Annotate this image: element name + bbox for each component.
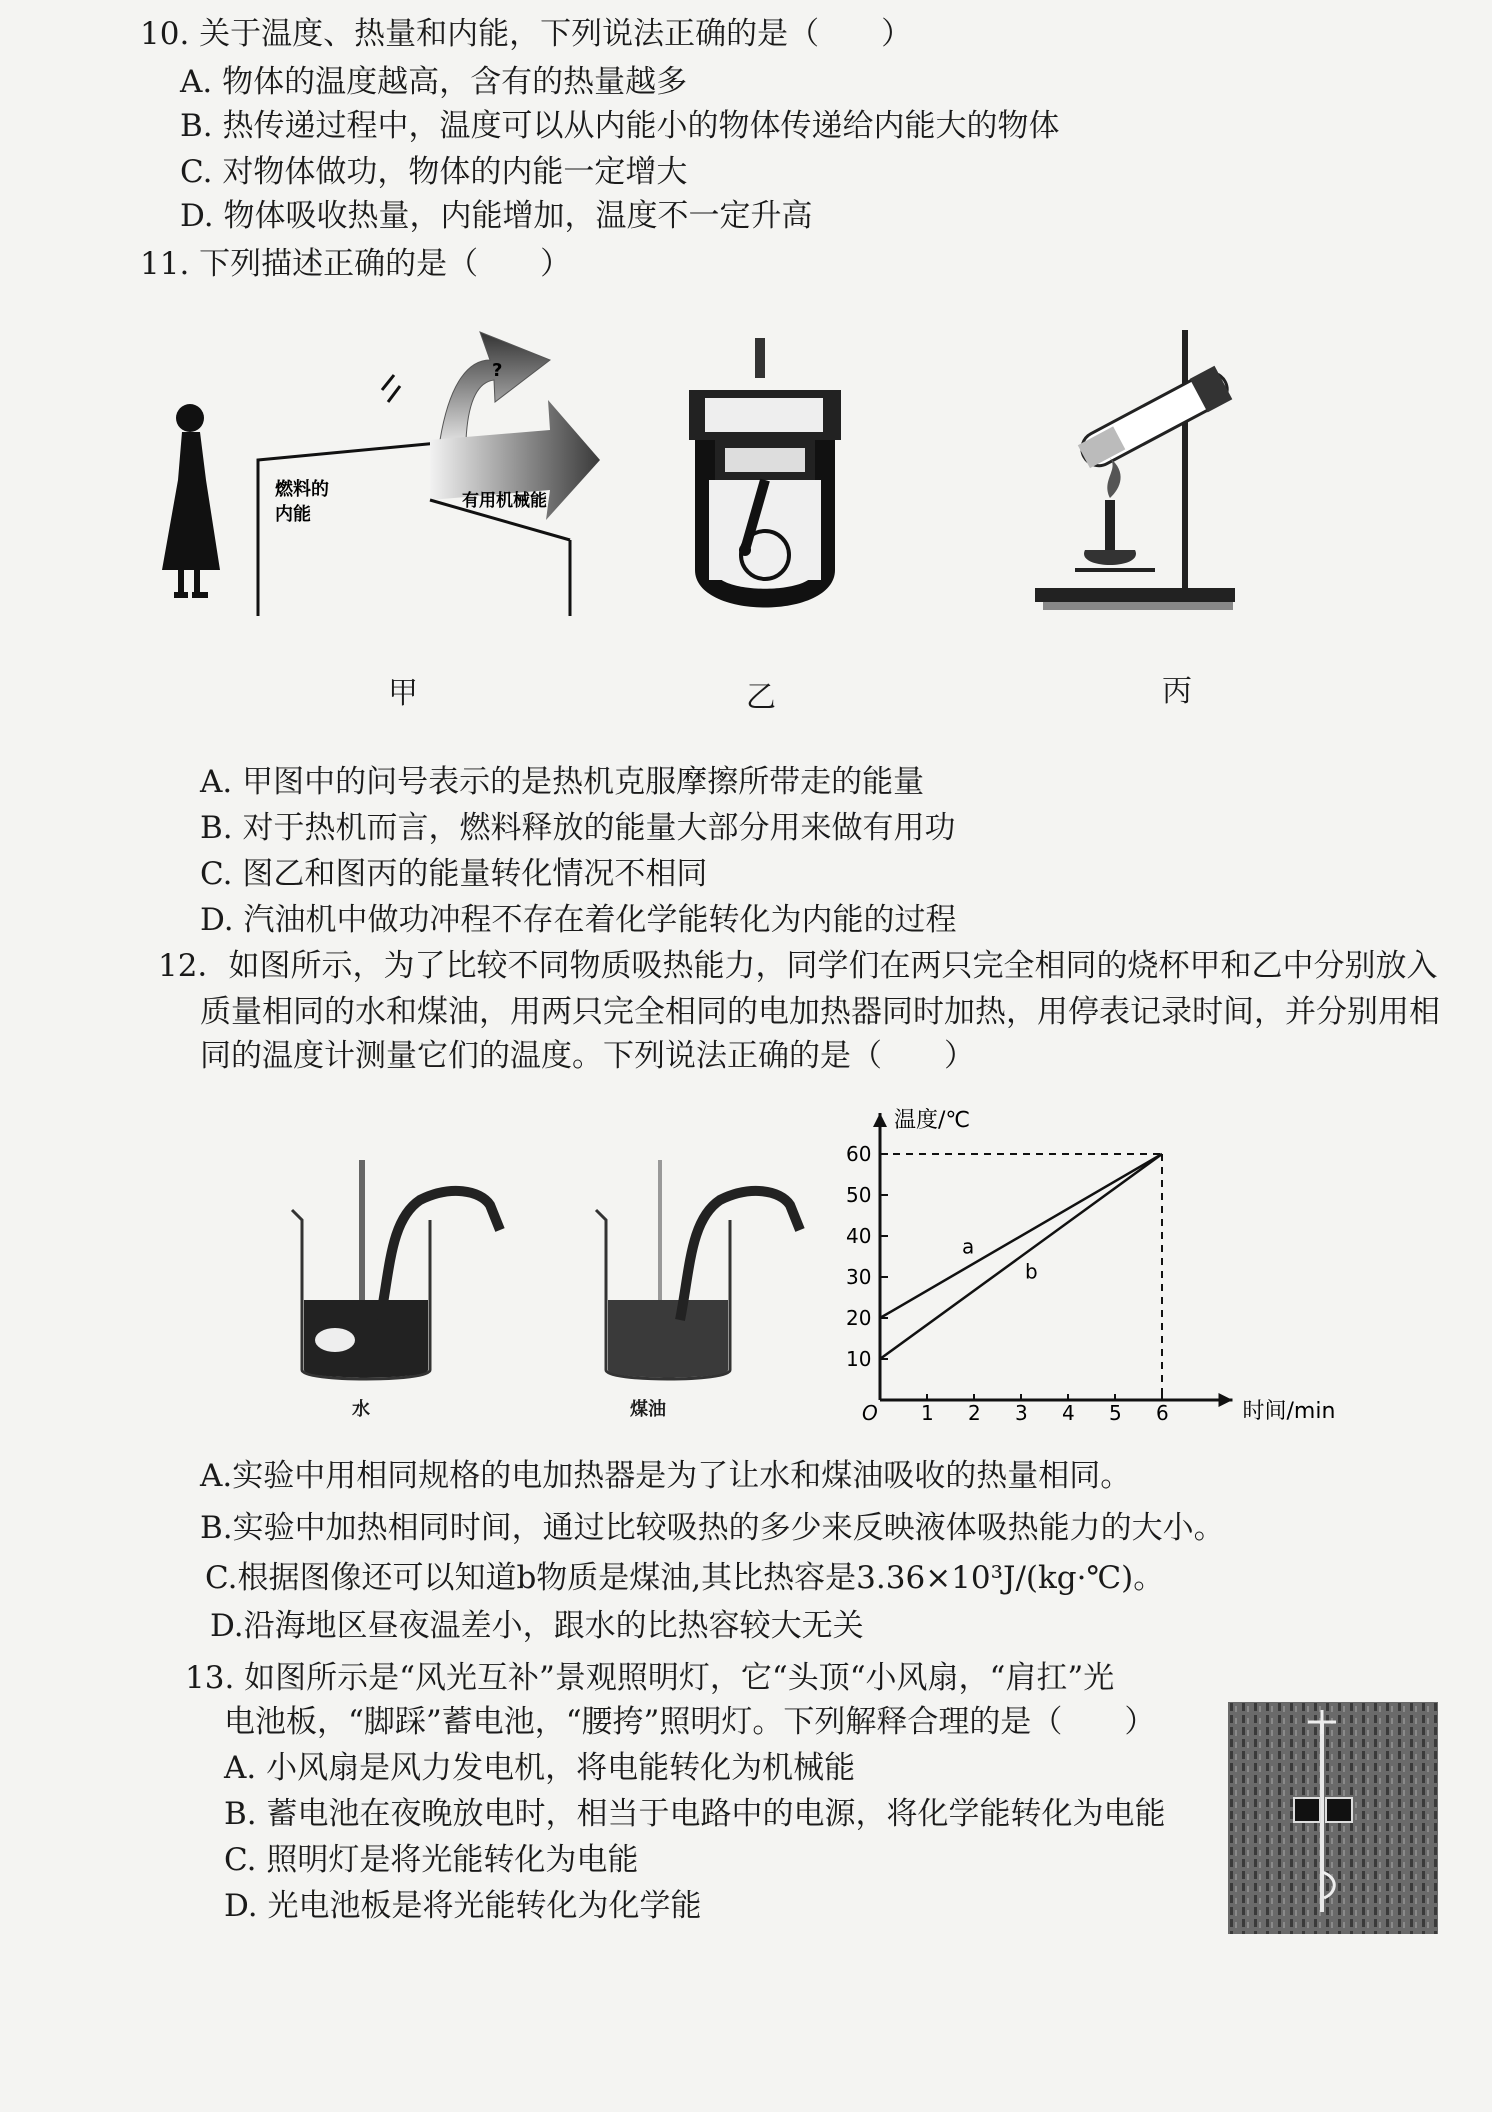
q12-stem-line-2: 质量相同的水和煤油，用两只完全相同的电加热器同时加热，用停表记录时间，并分别用相: [200, 994, 1440, 1030]
x-tick-label: 5: [1109, 1401, 1122, 1425]
y-tick-label: 40: [846, 1224, 872, 1248]
x-tick-label: 4: [1062, 1401, 1075, 1425]
question-mark-label: ?: [492, 360, 503, 381]
q11-option-b: B. 对于热机而言，燃料释放的能量大部分用来做有用功: [200, 810, 956, 846]
y-tick-label: 10: [846, 1347, 872, 1371]
beaker-label-kerosene: 煤油: [630, 1399, 666, 1420]
y-tick-label: 60: [846, 1142, 872, 1166]
q10-option-c: C. 对物体做功，物体的内能一定增大: [180, 154, 688, 190]
q12-option-b: B.实验中加热相同时间，通过比较吸热的多少来反映液体吸热能力的大小。: [200, 1510, 1225, 1546]
y-tick-label: 20: [846, 1306, 872, 1330]
q12-stem-line-1: 12．如图所示，为了比较不同物质吸热能力，同学们在两只完全相同的烧杯甲和乙中分别放入: [158, 948, 1438, 984]
q13-option-a: A. 小风扇是风力发电机，将电能转化为机械能: [224, 1750, 856, 1786]
q12-stem-line-3: 同的温度计测量它们的温度。下列说法正确的是（ ）: [200, 1038, 975, 1074]
q12-beaker-kerosene: [590, 1150, 840, 1410]
figure-label-bing: 丙: [1162, 674, 1192, 709]
q10-option-d: D. 物体吸收热量，内能增加，温度不一定升高: [180, 198, 813, 234]
figure-label-yi: 乙: [746, 680, 776, 715]
q13-option-d: D. 光电池板是将光能转化为化学能: [224, 1888, 702, 1924]
loss-arrow: [440, 332, 550, 440]
q13-lamp-photo: [1228, 1702, 1438, 1934]
origin-label: O: [862, 1401, 878, 1425]
y-tick-label: 50: [846, 1183, 872, 1207]
q11-figure-yi: [685, 330, 845, 630]
q12-option-d: D.沿海地区昼夜温差小，跟水的比热容较大无关: [210, 1608, 864, 1644]
q12-option-c: C.根据图像还可以知道b物质是煤油,其比热容是3.36×10³J/(kg·℃)。: [205, 1560, 1165, 1596]
y-axis-label: 温度/℃: [894, 1108, 971, 1133]
q12-option-a: A.实验中用相同规格的电加热器是为了让水和煤油吸收的热量相同。: [200, 1458, 1132, 1494]
x-tick-label: 1: [921, 1401, 934, 1425]
q13-stem-line-2: 电池板，“脚踩”蓄电池，“腰挎”照明灯。下列解释合理的是（ ）: [224, 1704, 1156, 1740]
q11-option-c: C. 图乙和图丙的能量转化情况不相同: [200, 856, 708, 892]
useful-energy-label: 有用机械能: [462, 491, 547, 511]
q11-option-d: D. 汽油机中做功冲程不存在着化学能转化为内能的过程: [200, 902, 957, 938]
series-label-a: a: [962, 1234, 975, 1259]
y-axis-arrow: [873, 1113, 887, 1127]
x-axis-label: 时间/min: [1242, 1399, 1336, 1424]
q11-figure-bing: [1035, 320, 1255, 620]
y-tick-label: 30: [846, 1265, 872, 1289]
x-axis-arrow: [1219, 1393, 1233, 1407]
q13-stem-line-1: 13. 如图所示是“风光互补”景观照明灯，它“头顶“小风扇，“肩扛”光: [185, 1660, 1115, 1696]
q10-option-a: A. 物体的温度越高，含有的热量越多: [180, 64, 688, 100]
q13-option-b: B. 蓄电池在夜晚放电时，相当于电路中的电源，将化学能转化为电能: [224, 1796, 1166, 1832]
series-label-b: b: [1025, 1259, 1038, 1284]
fuel-energy-label-2: 内能: [275, 504, 311, 525]
series-line-b: [880, 1154, 1162, 1359]
figure-label-jia: 甲: [388, 676, 418, 711]
series-line-a: [880, 1154, 1162, 1318]
q10-option-b: B. 热传递过程中，温度可以从内能小的物体传递给内能大的物体: [180, 108, 1060, 144]
x-tick-label: 3: [1015, 1401, 1028, 1425]
q11-stem: 11. 下列描述正确的是（ ）: [140, 246, 572, 282]
q10-stem: 10. 关于温度、热量和内能，下列说法正确的是（ ）: [140, 16, 913, 52]
q11-figure-jia: [150, 320, 670, 620]
woman-silhouette: [162, 404, 220, 598]
beaker-label-water: 水: [352, 1399, 370, 1420]
x-tick-label: 2: [968, 1401, 981, 1425]
q11-option-a: A. 甲图中的问号表示的是热机克服摩擦所带走的能量: [200, 764, 925, 800]
q12-temperature-chart: [846, 1108, 1336, 1430]
fuel-energy-label-1: 燃料的: [275, 479, 329, 500]
q12-beaker-water: [280, 1150, 530, 1410]
q13-option-c: C. 照明灯是将光能转化为电能: [224, 1842, 639, 1878]
x-tick-label: 6: [1156, 1401, 1169, 1425]
